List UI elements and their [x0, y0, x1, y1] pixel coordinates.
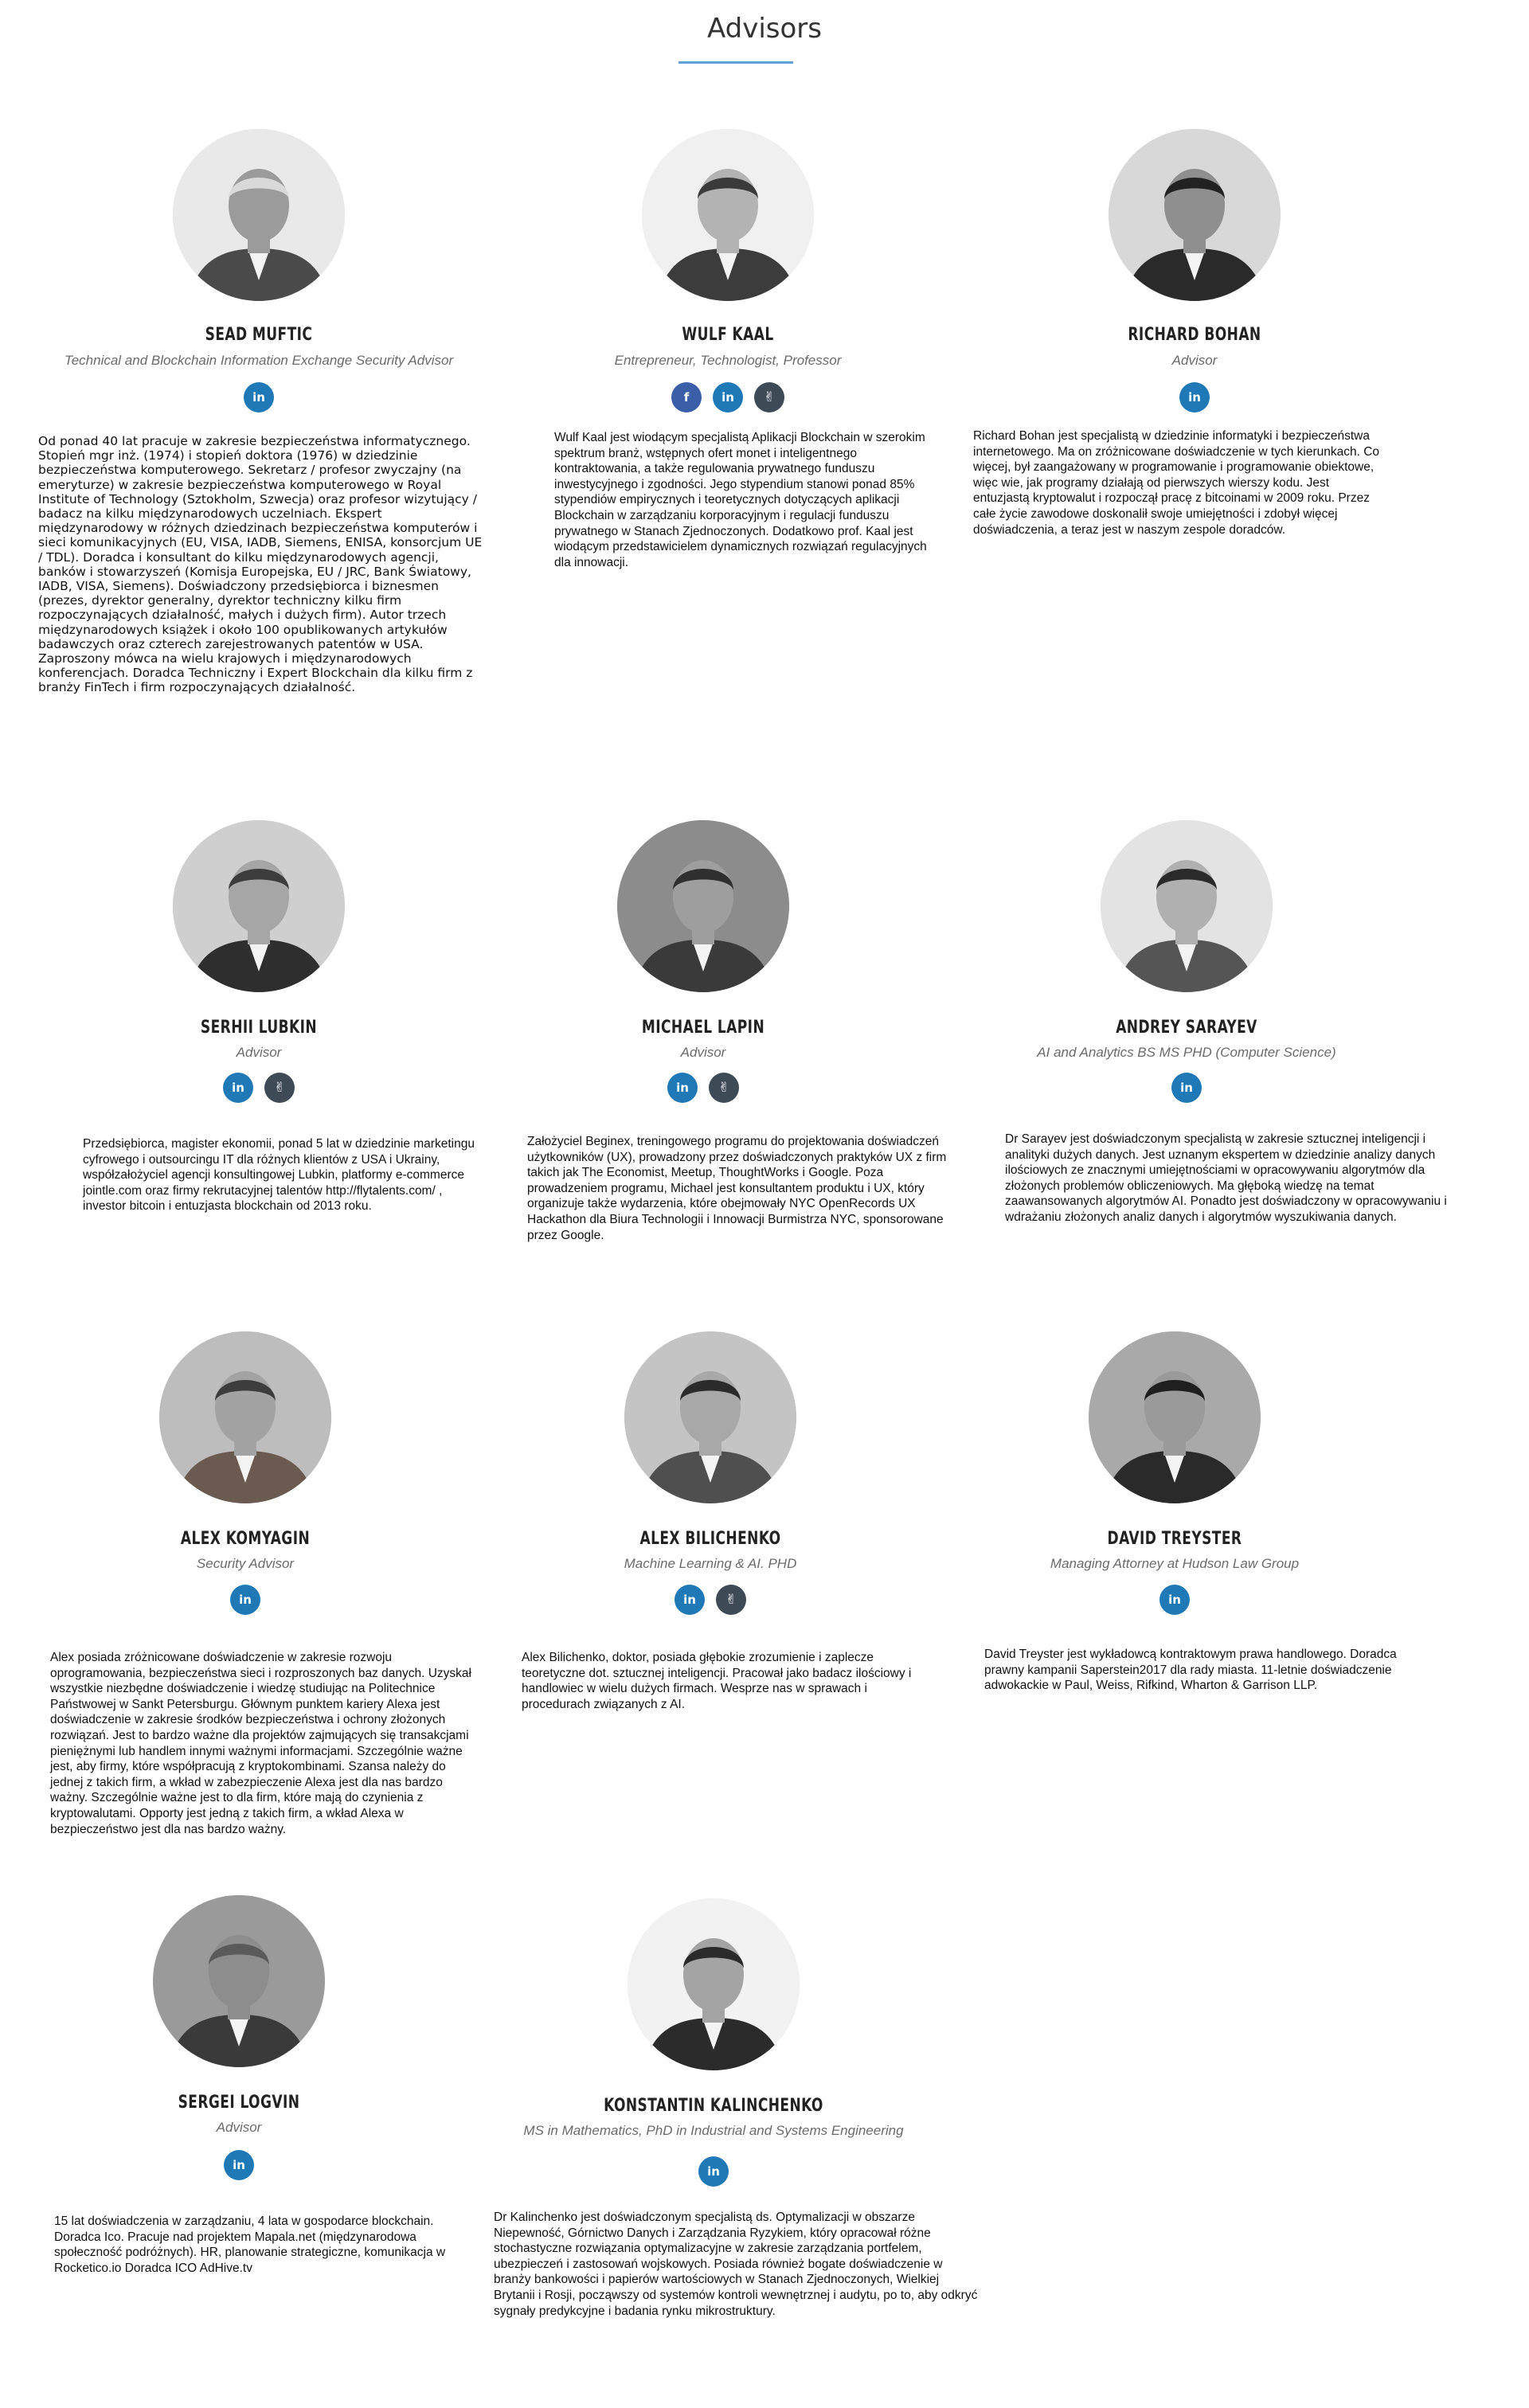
angellist-icon[interactable]: ✌ — [754, 382, 784, 412]
advisor-role: Advisor — [216, 2120, 262, 2135]
advisor-name: SEAD MUFTIC — [205, 325, 313, 345]
social-links — [20, 1073, 498, 1104]
advisor-photo — [624, 1331, 796, 1503]
advisor-name: ALEX KOMYAGIN — [180, 1529, 311, 1549]
advisor-photo — [153, 1895, 325, 2067]
advisor-photo — [1109, 129, 1281, 301]
linkedin-icon[interactable]: in — [230, 1585, 260, 1615]
advisor-bio: David Treyster jest wykładowcą kontraktowym prawa handlowego. Doradca prawny kampanii Saperstein2017 dla rady miasta. 11-letnie doświadczenie adwokackie w Paul, Weiss, Rifkind, Wharton & Garrison LLP. — [984, 1648, 1397, 1693]
advisor-role: Machine Learning & AI. PHD — [624, 1556, 797, 1571]
social-links — [948, 1073, 1425, 1104]
angellist-icon[interactable]: ✌ — [264, 1073, 295, 1103]
advisor-photo — [642, 129, 814, 301]
linkedin-icon[interactable]: in — [667, 1073, 698, 1103]
linkedin-icon[interactable]: in — [223, 1073, 253, 1103]
advisor-bio: Od ponad 40 lat pracuje w zakresie bezpieczeństwa informatycznego. Stopień mgr inż. (1974) i stopień doktora (1976) w dziedzinie bezpieczeństwa komputerowego. Sekretarz / profesor zwyczajny (na emeryturze) w zakresie bezpieczeństwa komputerowego w Royal Institute of Technology (Sztokholm, Szwecja) oraz profesor wizytujący / badacz na kilku międzynarodowych uczelniach. Ekspert międzynarodowy w różnych dziedzinach bezpieczeństwa komputerów i sieci komunikacyjnych (EU, VISA, IADB, Siemens, ENISA, konsorcjum UE / TDL). Doradca i konsultant do kilku międzynarodowych agencji, banków i stowarzyszeń (Komisja Europejska, EU / JRC, Bank Światowy, IADB, VISA, Siemens). Doświadczony przedsiębiorca i biznesmen (prezes, dyrektor generalny, dyrektor techniczny kilku firm rozpoczynających działalność, małych i dużych firm). Autor trzech międzynarodowych książek i około 100 opublikowanych artykułów badawczych oraz czterech zarejestrowanych patentów w USA. Zaproszony mówca na wielu krajowych i międzynarodowych konferencjach. Doradca Techniczny i Expert Blockchain dla kilku firm z branży FinTech i firm rozpoczynających działalność. — [38, 434, 483, 695]
linkedin-icon[interactable]: in — [1179, 382, 1210, 412]
social-links — [475, 2156, 952, 2188]
linkedin-icon[interactable]: in — [713, 382, 743, 412]
advisor-photo — [1089, 1331, 1261, 1503]
advisor-name: SERHII LUBKIN — [200, 1018, 318, 1038]
advisor-role: AI and Analytics BS MS PHD (Computer Science) — [1037, 1045, 1336, 1060]
advisor-photo — [617, 820, 789, 992]
advisor-bio: Dr Sarayev jest doświadczonym specjalistą w zakresie sztucznej inteligencji i analityki dużych danych. Jest uznanym ekspertem w dziedzinie analizy danych ilościowych ze znacznymi umiejętnościami w opracowywaniu algorytmów dla złożonych problemów obliczeniowych. Ma głęboką wiedzę na temat zaawansowanych algorytmów AI. Ponadto jest doświadczony w opracowywaniu i wdrażaniu złożonych analiz danych i algorytmów wyszukiwania danych. — [1005, 1132, 1447, 1224]
social-links — [0, 2150, 478, 2182]
linkedin-icon[interactable]: in — [244, 382, 274, 412]
social-links — [956, 382, 1433, 414]
angellist-icon[interactable]: ✌ — [709, 1073, 739, 1103]
linkedin-icon[interactable]: in — [224, 2150, 254, 2180]
advisor-role: Advisor — [236, 1045, 282, 1060]
advisor-name: KONSTANTIN KALINCHENKO — [604, 2096, 823, 2116]
advisor-bio: 15 lat doświadczenia w zarządzaniu, 4 lata w gospodarce blockchain. Doradca Ico. Pracuje nad projektem Mapala.net (międzynarodowa społeczność podróżnych). HR, planowanie strategiczne, komunikacja w Rocketico.io Doradca ICO AdHive.tv — [54, 2214, 446, 2275]
advisor-name: ANDREY SARAYEV — [1116, 1018, 1257, 1038]
advisor-name: DAVID TREYSTER — [1107, 1529, 1242, 1549]
advisor-name: SERGEI LOGVIN — [178, 2093, 300, 2113]
social-links — [6, 1585, 484, 1616]
advisor-photo — [159, 1331, 331, 1503]
advisor-role: Security Advisor — [196, 1556, 295, 1571]
advisor-bio: Alex Bilichenko, doktor, posiada głębokie zrozumienie i zaplecze teoretyczne dot. sztucznej inteligencji. Pracował jako badacz ilościowy i handlowiec w wielu dużych firmach. Wesprze nas w sprawach i procedurach związanych z AI. — [522, 1651, 912, 1711]
social-links — [936, 1585, 1414, 1616]
linkedin-icon[interactable]: in — [675, 1585, 705, 1615]
advisor-photo — [628, 1898, 800, 2070]
social-links — [464, 1073, 942, 1104]
angellist-icon[interactable]: ✌ — [716, 1585, 746, 1615]
social-links — [489, 382, 967, 414]
advisor-photo — [173, 129, 345, 301]
linkedin-icon[interactable]: in — [1159, 1585, 1190, 1615]
advisor-role: Advisor — [680, 1045, 726, 1060]
advisor-name: RICHARD BOHAN — [1128, 325, 1261, 345]
social-links — [20, 382, 498, 414]
advisor-name: MICHAEL LAPIN — [641, 1018, 765, 1038]
advisor-bio: Alex posiada zróżnicowane doświadczenie w zakresie rozwoju oprogramowania, bezpieczeństwa sieci i rozproszonych baz danych. Uzyskał wszystkie niezbędne doświadczenie i wiedzę studiując na Politechnice Państwowej w Sankt Petersburgu. Głównym punktem kariery Alexa jest doświadczenie w zakresie środków bezpieczeństwa i ochrony złożonych rozwiązań. Jest to bardzo ważne dla projektów zajmujących się transakcjami pieniężnymi lub handlem innymi ważnymi informacjami. Szczególnie ważne jest, aby firmy, które współpracują z kryptokombinami. Szansa należy do jednej z takich firm, a wkład w zabezpieczenie Alexa jest dla nas bardzo ważny. Szczególnie ważne jest to dla firm, które mają do czynienia z kryptowalutami. Opporty jest jedną z takich firm, a wkład Alexa w bezpieczeństwo jest dla nas bardzo ważny. — [50, 1651, 471, 1836]
advisor-bio: Przedsiębiorca, magister ekonomii, ponad 5 lat w dziedzinie marketingu cyfrowego i outsourcingu IT dla różnych klientów z USA i Ukrainy, współzałożyciel agencji konsultingowej Lubkin, platformy e-commerce jointle.com oraz firmy rekrutacyjnej talentów http://flytalents.com/ , investor bitcoin i entuzjasta blockchain od 2013 roku. — [83, 1137, 475, 1214]
advisor-bio: Założyciel Beginex, treningowego programu do projektowania doświadczeń użytkowników (UX), prowadzony przez doświadczonych praktyków UX z firm takich jak The Economist, Meetup, ThoughtWorks i Google. Poza prowadzeniem programu, Michael jest konsultantem produktu i UX, który organizuje także wydarzenia, które obejmowały NYC OpenRecords UX Hackathon dla Biura Technologii i Innowacji Burmistrza NYC, sponsorowane przez Google. — [527, 1135, 947, 1242]
advisor-name: WULF KAAL — [682, 325, 774, 345]
advisor-role: Managing Attorney at Hudson Law Group — [1050, 1556, 1300, 1571]
advisor-role: MS in Mathematics, PhD in Industrial and Systems Engineering — [523, 2123, 904, 2138]
advisor-bio: Wulf Kaal jest wiodącym specjalistą Aplikacji Blockchain w szerokim spektrum branż, wstępnych ofert monet i inteligentnego kontraktowania, a także regulowania prywatnego funduszu inwestycyjnego i zgodności. Jego stypendium stanowi ponad 85% stypendiów empirycznych i teoretycznych dotyczących aplikacji Blockchain w zarządzaniu korporacyjnym i regulacji funduszu prywatnego w Stanach Zjednoczonych. Dodatkowo prof. Kaal jest wiodącym przedstawicielem dynamicznych rozwiązań regulacyjnych dla innowacji. — [554, 431, 927, 569]
advisor-bio: Richard Bohan jest specjalistą w dziedzinie informatyki i bezpieczeństwa internetowego. Ma on zróżnicowane doświadczenie w tych kierunkach. Co więcej, był zaangażowany w programowanie i programowanie obiektowe, więc wie, jak programy działają od pierwszych wierszy kodu. Jest entuzjastą kryptowalut i rozpoczął pracę z bitcoinami w 2009 roku. Przez całe życie zawodowe doskonalił swoje umiejętności i zdobył więcej doświadczenia, a teraz jest w naszym zespole doradców. — [973, 429, 1380, 537]
linkedin-icon[interactable]: in — [698, 2156, 729, 2187]
advisor-photo — [1101, 820, 1273, 992]
facebook-icon[interactable]: f — [671, 382, 702, 412]
social-links — [471, 1585, 949, 1616]
advisor-bio: Dr Kalinchenko jest doświadczonym specjalistą ds. Optymalizacji w obszarze Niepewność, Górnictwo Danych i Zarządzania Ryzykiem, który opracował różne stochastyczne rozwiązania optymalizacyjne w zakresie zarządzania portfelem, ubezpieczeń i zastosowań wojskowych. Posiada również bogate doświadczenie w branży bankowości i papierów wartościowych w Stanach Zjednoczonych, Wielkiej Brytanii i Rosji, począwszy od systemów kontroli wewnętrznej i audytu, po to, aby odkryć sygnały predykcyjne i badania rynku mikrostruktury. — [494, 2211, 978, 2318]
title-underline — [678, 61, 793, 64]
page-title: Advisors — [706, 13, 823, 45]
advisor-role: Advisor — [1171, 353, 1218, 368]
advisor-photo — [173, 820, 345, 992]
advisor-role: Technical and Blockchain Information Exchange Security Advisor — [64, 353, 454, 368]
advisor-name: ALEX BILICHENKO — [639, 1529, 781, 1549]
advisor-role: Entrepreneur, Technologist, Professor — [614, 353, 842, 368]
linkedin-icon[interactable]: in — [1171, 1073, 1202, 1103]
